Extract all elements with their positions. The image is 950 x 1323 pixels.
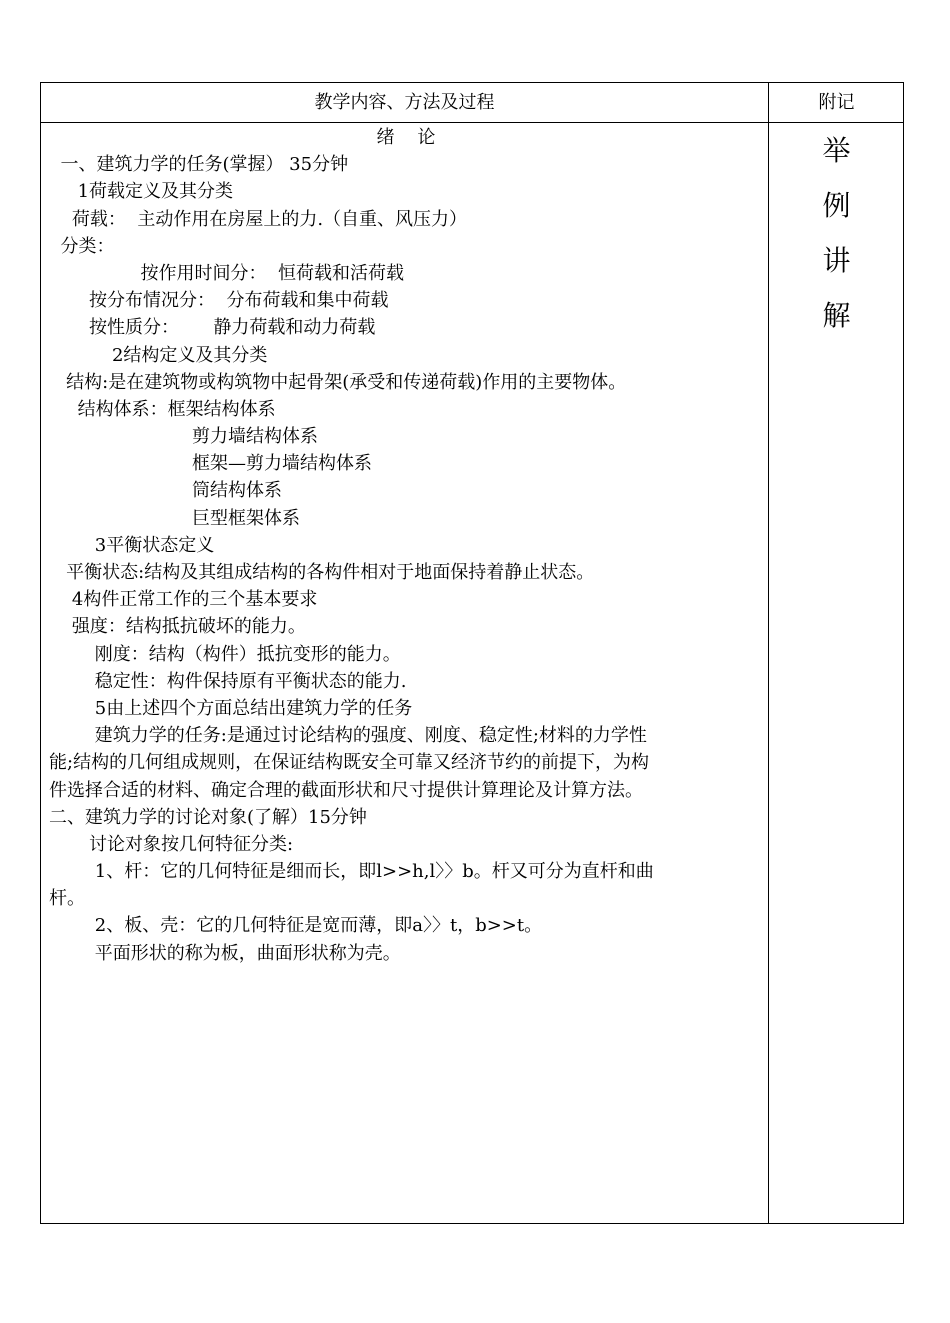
- lesson-content: [49, 124, 763, 967]
- content-line: 一、建筑力学的任务(掌握） 35分钟: [49, 154, 349, 176]
- remark-char: 例: [822, 189, 851, 222]
- content-line: 建筑力学的任务:是通过讨论结构的强度、刚度、稳定性;材料的力学性: [49, 725, 647, 747]
- content-line: 平衡状态:结构及其组成结构的各构件相对于地面保持着静止状态。: [49, 562, 595, 583]
- content-line: 平面形状的称为板，曲面形状称为壳。: [49, 942, 401, 964]
- remark-column: [769, 131, 904, 351]
- content-line: 分类：: [49, 235, 115, 257]
- content-line: 讨论对象按几何特征分类:: [49, 833, 294, 855]
- content-line: 按分布情况分： 分布荷载和集中荷载: [49, 290, 389, 312]
- content-line: 杆。: [49, 888, 85, 910]
- content-line: 刚度：结构（构件）抵抗变形的能力。: [49, 643, 401, 665]
- content-line: 筒结构体系: [49, 480, 283, 502]
- content-line: 按性质分： 静力荷载和动力荷载: [49, 317, 376, 339]
- content-line: 3平衡状态定义: [49, 534, 215, 556]
- header-content-label: 教学内容、方法及过程: [314, 92, 495, 113]
- content-line: 框架—剪力墙结构体系: [49, 453, 373, 475]
- content-line: 能;结构的几何组成规则，在保证结构既安全可靠又经济节约的前提下，为构: [49, 752, 650, 774]
- content-line: 结构:是在建筑物或构筑物中起骨架(承受和传递荷载)作用的主要物体。: [49, 371, 627, 393]
- content-line: 1、杆：它的几何特征是细而长，即l>>h,l〉〉b。杆又可分为直杆和曲: [49, 861, 654, 883]
- section-title: 绪 论: [376, 127, 436, 148]
- remark-char: 举: [822, 134, 851, 167]
- content-line: 2、板、壳：它的几何特征是宽而薄，即a〉〉t，b>>t。: [49, 915, 543, 937]
- header-note-label: 附记: [818, 92, 855, 113]
- remark-char: 讲: [822, 244, 851, 277]
- content-line: 荷载： 主动作用在房屋上的力.（自重、风压力）: [49, 208, 468, 230]
- content-line: 按作用时间分： 恒荷载和活荷载: [49, 262, 404, 284]
- header-divider: [41, 122, 903, 123]
- content-line: 4构件正常工作的三个基本要求: [49, 589, 318, 611]
- content-line: 稳定性：构件保持原有平衡状态的能力.: [49, 670, 407, 692]
- content-line: 1荷载定义及其分类: [49, 181, 234, 203]
- content-line: 二、建筑力学的讨论对象(了解）15分钟: [49, 806, 367, 828]
- lesson-table: [40, 82, 904, 1224]
- content-line: 5由上述四个方面总结出建筑力学的任务: [49, 697, 413, 719]
- content-line: 2结构定义及其分类: [49, 344, 268, 366]
- remark-char: 解: [822, 299, 851, 332]
- content-line: 件选择合适的材料、确定合理的截面形状和尺寸提供计算理论及计算方法。: [49, 779, 643, 801]
- content-line: 结构体系：框架结构体系: [49, 398, 276, 420]
- content-line: 巨型框架体系: [49, 507, 301, 529]
- content-line: 强度：结构抵抗破坏的能力。: [49, 616, 306, 638]
- content-line: 剪力墙结构体系: [49, 426, 319, 448]
